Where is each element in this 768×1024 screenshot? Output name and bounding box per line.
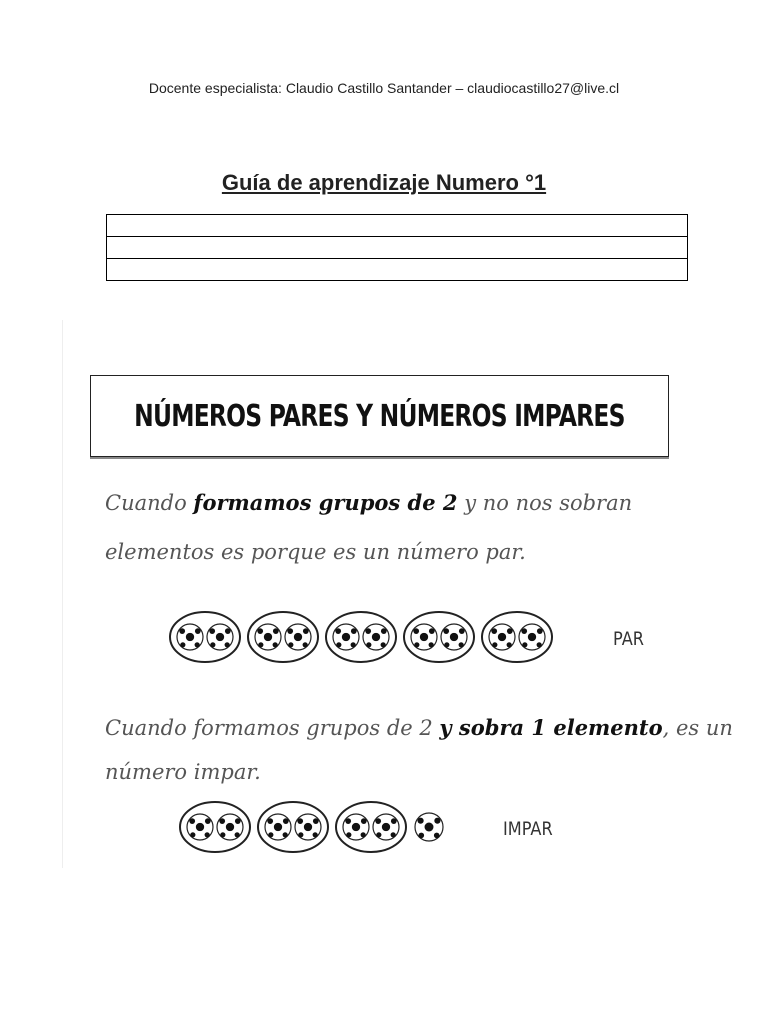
- odd-label: IMPAR: [503, 818, 553, 840]
- even-groups-illustration: [168, 610, 554, 664]
- soccer-ball-icon: [415, 813, 443, 841]
- even-rule-line-1: [105, 490, 632, 515]
- teacher-header: Docente especialista: Claudio Castillo Santander – claudiocastillo27@live.cl: [148, 80, 620, 96]
- document-title-text: Guía de aprendizaje Numero °1: [221, 170, 547, 195]
- ball-group-oval: [324, 610, 398, 664]
- odd-rule-pre: Cuando formamos grupos de 2: [105, 716, 440, 740]
- soccer-ball-icon: [363, 624, 389, 650]
- worksheet-title-box: [90, 375, 669, 457]
- ball-group-oval: [178, 800, 252, 854]
- odd-rule-bold: y sobra 1 elemento: [439, 715, 663, 740]
- odd-rule-line-1: [105, 715, 733, 740]
- info-cell[interactable]: [107, 259, 688, 281]
- odd-groups-illustration: [178, 800, 446, 854]
- soccer-ball-icon: [207, 624, 233, 650]
- soccer-ball-icon: [373, 814, 399, 840]
- worksheet-image: [62, 320, 733, 868]
- soccer-ball-icon: [295, 814, 321, 840]
- soccer-ball-icon: [187, 814, 213, 840]
- odd-rule-post: , es un: [662, 716, 733, 740]
- odd-rule-line-2: número impar.: [105, 760, 261, 784]
- soccer-ball-icon: [333, 624, 359, 650]
- soccer-ball-icon: [217, 814, 243, 840]
- soccer-ball-icon: [489, 624, 515, 650]
- info-cell[interactable]: [107, 237, 688, 259]
- info-table: [106, 214, 688, 281]
- soccer-ball-icon: [519, 624, 545, 650]
- even-rule-line-2: elementos es porque es un número par.: [105, 540, 526, 564]
- document-title: [0, 170, 768, 196]
- soccer-ball-icon: [411, 624, 437, 650]
- soccer-ball-icon: [343, 814, 369, 840]
- soccer-ball-icon: [177, 624, 203, 650]
- ball-group-oval: [480, 610, 554, 664]
- even-rule-bold: formamos grupos de 2: [193, 490, 458, 515]
- soccer-ball-icon: [265, 814, 291, 840]
- info-row: [107, 259, 688, 281]
- ball-group-oval: [246, 610, 320, 664]
- even-rule-post: y no nos sobran: [457, 491, 633, 515]
- ball-group-oval: [168, 610, 242, 664]
- soccer-ball-icon: [441, 624, 467, 650]
- ball-group-oval: [256, 800, 330, 854]
- soccer-ball-icon: [285, 624, 311, 650]
- ball-group-oval: [334, 800, 408, 854]
- info-row: [107, 215, 688, 237]
- ball-group-oval: [402, 610, 476, 664]
- info-row: [107, 237, 688, 259]
- worksheet-title: NÚMEROS PARES Y NÚMEROS IMPARES: [134, 398, 625, 434]
- extra-ball: [412, 800, 446, 854]
- info-cell[interactable]: [107, 215, 688, 237]
- even-label: PAR: [613, 628, 644, 650]
- even-rule-pre: Cuando: [105, 491, 194, 515]
- soccer-ball-icon: [255, 624, 281, 650]
